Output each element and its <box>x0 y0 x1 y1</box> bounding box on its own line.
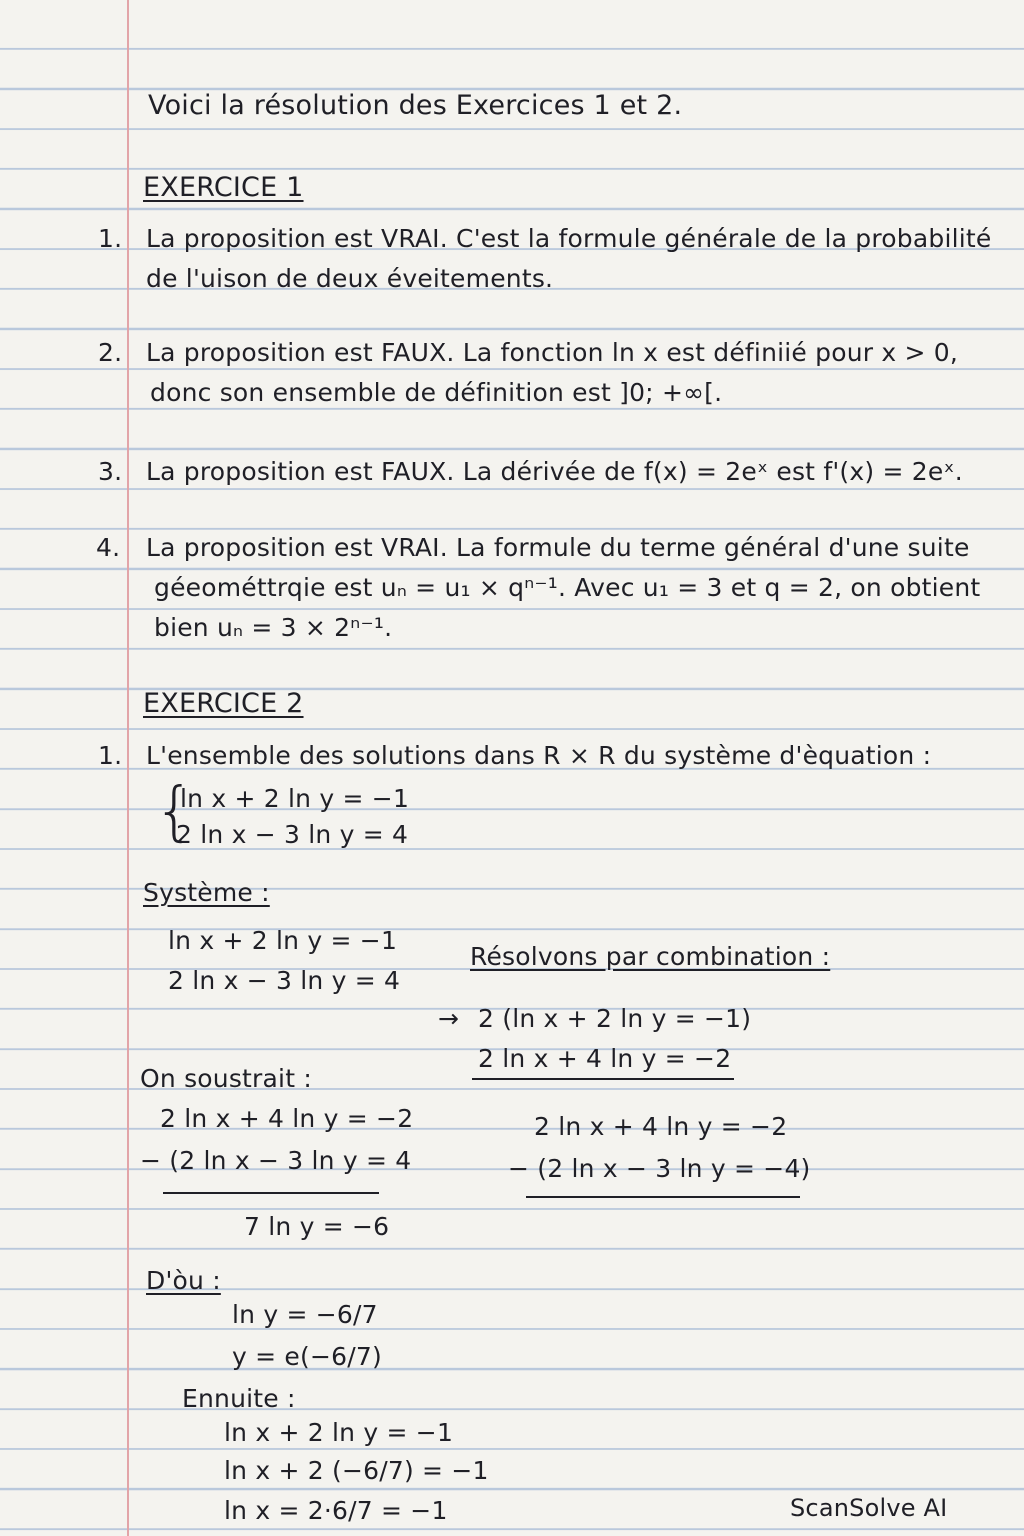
ensuite-line-1: ln x + 2 ln y = −1 <box>224 1418 454 1447</box>
soustrait-result: 7 ln y = −6 <box>244 1212 390 1241</box>
ensuite-line-3: ln x = 2·6/7 = −1 <box>224 1496 448 1525</box>
combination2-line-2: − (2 ln x − 3 ln y = −4) <box>508 1154 811 1183</box>
arrow-icon: → <box>438 1004 460 1033</box>
ex1-item-1-line-1: La proposition est VRAI. C'est la formule générale de la probabilité <box>146 224 992 253</box>
intro-text: Voici la résolution des Exercices 1 et 2. <box>148 90 683 121</box>
ex1-item-3-line-1: La proposition est FAUX. La dérivée de f(x) = 2eˣ est f'(x) = 2eˣ. <box>146 457 963 486</box>
systeme-line-1: ln x + 2 ln y = −1 <box>168 926 398 955</box>
ex1-item-1-number: 1. <box>98 224 123 253</box>
soustrait-line-2: − (2 ln x − 3 ln y = 4 <box>140 1146 412 1175</box>
exercise-2-title: EXERCICE 2 <box>143 688 304 719</box>
margin-line <box>127 0 129 1536</box>
ex1-item-4-number: 4. <box>96 533 121 562</box>
dou-label: D'òu : <box>146 1266 221 1295</box>
ex1-item-2-line-1: La proposition est FAUX. La fonction ln x est définiié pour x > 0, <box>146 338 959 367</box>
ex1-item-1-line-2: de l'uison de deux éveitements. <box>146 264 554 293</box>
system-equation-1: ln x + 2 ln y = −1 <box>180 784 410 813</box>
ex1-item-3-number: 3. <box>98 457 123 486</box>
exercise-1-title: EXERCICE 1 <box>143 172 304 203</box>
systeme-label: Système : <box>143 878 270 907</box>
combination2-line-1: 2 ln x + 4 ln y = −2 <box>534 1112 788 1141</box>
ex1-item-4-line-3: bien uₙ = 3 × 2ⁿ⁻¹. <box>154 613 393 642</box>
watermark-text: ScanSolve AI <box>790 1494 948 1522</box>
combination-rule-1 <box>472 1078 734 1080</box>
soustrait-rule <box>163 1192 379 1194</box>
combination-rule-2 <box>526 1196 800 1198</box>
combination-line-1: 2 (ln x + 2 ln y = −1) <box>478 1004 752 1033</box>
system-brace: { <box>154 775 195 849</box>
soustrait-label: On soustrait : <box>140 1064 312 1093</box>
ensuite-label: Ennuite : <box>182 1384 296 1413</box>
combination-line-2: 2 ln x + 4 ln y = −2 <box>478 1044 732 1073</box>
ex1-item-2-line-2: donc son ensemble de définition est ]0; +∞[. <box>150 378 723 407</box>
dou-line-2: y = e(−6/7) <box>232 1342 382 1371</box>
ex2-q1-number: 1. <box>98 741 123 770</box>
soustrait-line-1: 2 ln x + 4 ln y = −2 <box>160 1104 414 1133</box>
ex1-item-2-number: 2. <box>98 338 123 367</box>
dou-line-1: ln y = −6/7 <box>232 1300 378 1329</box>
system-equation-2: 2 ln x − 3 ln y = 4 <box>176 820 409 849</box>
ensuite-line-2: ln x + 2 (−6/7) = −1 <box>224 1456 489 1485</box>
combination-label <box>470 944 830 969</box>
ex1-item-4-line-2: géeométtrqie est uₙ = u₁ × qⁿ⁻¹. Avec u₁ = 3 et q = 2, on obtient <box>154 573 981 602</box>
combination-label-text: Résolvons par combination : <box>470 942 831 971</box>
systeme-line-2: 2 ln x − 3 ln y = 4 <box>168 966 401 995</box>
ex2-q1-text: L'ensemble des solutions dans R × R du système d'èquation : <box>146 741 932 770</box>
ex1-item-4-line-1: La proposition est VRAI. La formule du terme général d'une suite <box>146 533 970 562</box>
